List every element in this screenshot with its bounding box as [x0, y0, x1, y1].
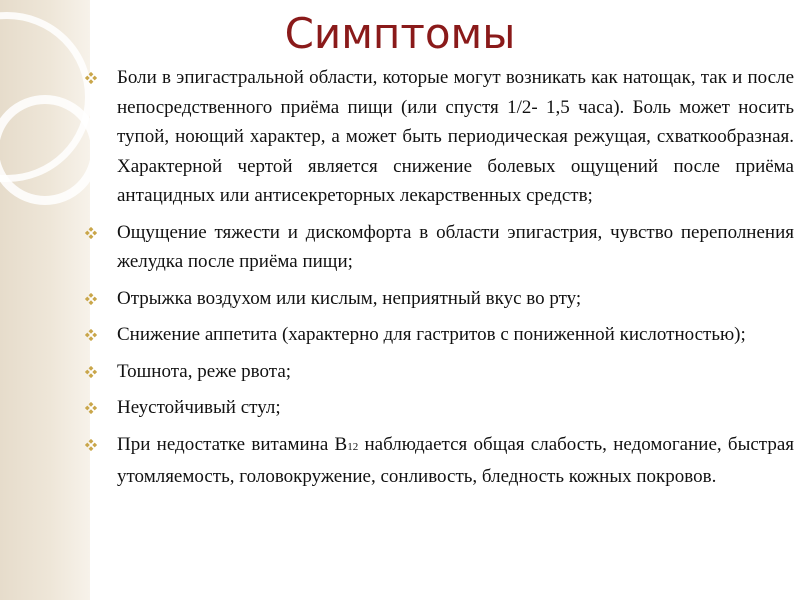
- bullet-text: [117, 434, 794, 488]
- list-item: [84, 63, 794, 211]
- bullet-text: Снижение аппетита (характерно для гастритов с пониженной кислотностью);: [117, 324, 746, 345]
- list-item: [84, 284, 794, 314]
- diamond-bullet-icon: [85, 293, 97, 305]
- list-item: [84, 320, 794, 350]
- vitamin-subscript: 12: [347, 440, 359, 453]
- bullet-text: Боли в эпигастральной области, которые могут возникать как натощак, так и после непосредственного приёма пищи (или спустя 1/2- 1,5 часа). Боль может носить тупой, ноющий характер, а может быть периодическая режущая, схваткообразная. Характерной чертой является снижение болевых ощущений после приёма антацидных или антисекреторных лекарственных средств;: [117, 67, 794, 206]
- bullet-text: Отрыжка воздухом или кислым, неприятный вкус во рту;: [117, 287, 582, 309]
- diamond-bullet-icon: [85, 402, 97, 414]
- list-item: [84, 218, 794, 277]
- diamond-bullet-icon: [85, 227, 97, 239]
- list-item: [84, 357, 794, 387]
- slide-title: Симптомы: [284, 9, 516, 58]
- diamond-bullet-icon: [85, 366, 97, 378]
- symptom-list: [84, 63, 794, 499]
- diamond-bullet-icon: [85, 72, 97, 84]
- bullet-text: Ощущение тяжести и дискомфорта в области эпигастрия, чувство переполнения желудка после приёма пищи;: [117, 221, 794, 272]
- bullet-text-part: наблюдается общая слабость, недомогание, быстрая утомляемость, головокружение, сонливость, бледность кожных покровов.: [117, 433, 794, 487]
- bullet-text: Тошнота, реже рвота;: [117, 360, 292, 382]
- list-item: [84, 393, 794, 423]
- list-item: [84, 430, 794, 492]
- bullet-text: Неустойчивый стул;: [117, 397, 281, 418]
- diamond-bullet-icon: [85, 439, 97, 451]
- diamond-bullet-icon: [85, 329, 97, 341]
- bullet-text-part: При недостатке витамина В: [117, 433, 348, 455]
